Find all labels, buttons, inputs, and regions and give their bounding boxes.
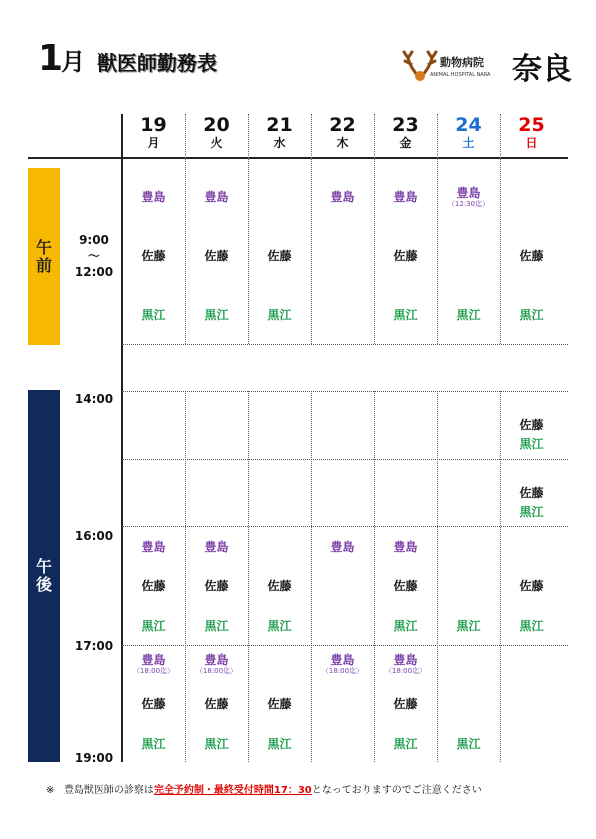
cell-am-wed-sato: 佐藤: [267, 249, 292, 263]
day-header-20: 20 火: [203, 114, 230, 150]
cell-1600-wed-sato: 佐藤: [267, 579, 292, 593]
cell-am-fri-sato: 佐藤: [393, 249, 418, 263]
cell-am-wed-kuro: 黒江: [267, 308, 292, 322]
cell-1600-wed-kuro: 黒江: [267, 619, 292, 633]
day-header-19: 19 月: [140, 114, 167, 150]
cell-1700-mon-sato: 佐藤: [141, 697, 166, 711]
cell-am-mon-kuro: 黒江: [141, 308, 166, 322]
cell-am-sun-kuro: 黒江: [519, 308, 544, 322]
title-text: 獣医師勤務表: [97, 51, 218, 75]
cell-sun-1400-sato: 佐藤: [519, 418, 544, 432]
cell-1700-wed-sato: 佐藤: [267, 697, 292, 711]
cell-1600-sun-sato: 佐藤: [519, 579, 544, 593]
cell-1700-fri-sato: 佐藤: [393, 697, 418, 711]
month: 1月: [38, 38, 84, 79]
time-1700: 17:00: [74, 639, 114, 653]
cell-am-tue-toyo: 豊島: [204, 190, 229, 204]
cell-sun-1500-kuro: 黒江: [519, 505, 544, 519]
afternoon-band: 午 後: [28, 390, 60, 762]
cell-am-tue-sato: 佐藤: [204, 249, 229, 263]
nara-logotype: 奈良: [512, 52, 572, 87]
cell-1700-fri-kuro: 黒江: [393, 737, 418, 751]
time-1900: 19:00: [74, 751, 114, 765]
cell-sun-1400-kuro: 黒江: [519, 437, 544, 451]
cell-1700-sat-kuro: 黒江: [456, 737, 481, 751]
cell-1600-thu-toyo: 豊島: [330, 540, 355, 554]
cell-am-sun-sato: 佐藤: [519, 249, 544, 263]
cell-sun-1500-sato: 佐藤: [519, 486, 544, 500]
cell-1600-sun-kuro: 黒江: [519, 619, 544, 633]
cell-am-sat-toyo: 豊島 （12:30迄）: [447, 186, 490, 208]
cell-1600-sat-kuro: 黒江: [456, 619, 481, 633]
cell-1600-fri-toyo: 豊島: [393, 540, 418, 554]
cell-1600-fri-kuro: 黒江: [393, 619, 418, 633]
cell-1700-wed-kuro: 黒江: [267, 737, 292, 751]
cell-1700-tue-sato: 佐藤: [204, 697, 229, 711]
cell-1600-tue-kuro: 黒江: [204, 619, 229, 633]
day-header-22: 22 木: [329, 114, 356, 150]
hospital-name: 動物病院: [440, 56, 484, 69]
footer-note: ※ 豊島獣医師の診察は完全予約制・最終受付時間17：30となっておりますのでご注意ください: [46, 785, 482, 796]
cell-1700-tue-toyo: 豊島 （18:00迄）: [195, 653, 238, 675]
cell-1700-fri-toyo: 豊島 （18:00迄）: [384, 653, 427, 675]
cell-am-mon-sato: 佐藤: [141, 249, 166, 263]
cell-am-fri-kuro: 黒江: [393, 308, 418, 322]
cell-am-tue-kuro: 黒江: [204, 308, 229, 322]
cell-am-mon-toyo: 豊島: [141, 190, 166, 204]
cell-1700-mon-toyo: 豊島 （18:00迄）: [132, 653, 175, 675]
day-header-25: 25 日: [518, 114, 545, 150]
cell-1700-mon-kuro: 黒江: [141, 737, 166, 751]
morning-band: 午 前: [28, 168, 60, 345]
cell-1600-fri-sato: 佐藤: [393, 579, 418, 593]
day-header-21: 21 水: [266, 114, 293, 150]
time-1600: 16:00: [74, 529, 114, 543]
cell-1600-tue-toyo: 豊島: [204, 540, 229, 554]
hospital-name-en: ANIMAL HOSPITAL NARA: [430, 72, 491, 78]
day-header-23: 23 金: [392, 114, 419, 150]
cell-am-fri-toyo: 豊島: [393, 190, 418, 204]
time-1400: 14:00: [74, 392, 114, 406]
cell-1600-tue-sato: 佐藤: [204, 579, 229, 593]
cell-1700-thu-toyo: 豊島 （18:00迄）: [321, 653, 364, 675]
cell-am-sat-kuro: 黒江: [456, 308, 481, 322]
time-am: 9:00 〜 12:00: [74, 233, 114, 279]
cell-1600-mon-kuro: 黒江: [141, 619, 166, 633]
cell-am-thu-toyo: 豊島: [330, 190, 355, 204]
cell-1600-mon-toyo: 豊島: [141, 540, 166, 554]
cell-1700-tue-kuro: 黒江: [204, 737, 229, 751]
cell-1600-mon-sato: 佐藤: [141, 579, 166, 593]
day-header-24: 24 土: [455, 114, 482, 150]
